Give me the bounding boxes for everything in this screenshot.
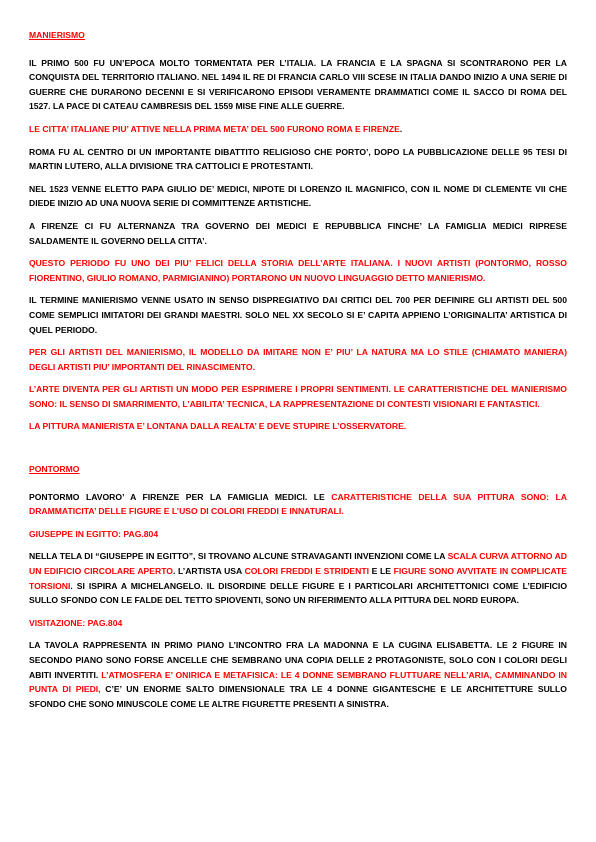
highlight-figures: FIGURE SONO AVVITATE IN COMPLICATE TORSIONI [29,566,567,591]
paragraph-new-artists: QUESTO PERIODO FU UNO DEI PIU’ FELICI DELLA STORIA DELL’ARTE ITALIANA. I NUOVI ARTISTI (PONTORMO, ROSSO FIORENTINO, GIULIO ROMANO, PARMIGIANINO) PORTARONO UN NUOVO LINGUAGGIO DETTO MANIERISMO. [29,258,567,283]
subheading-visitazione: VISITAZIONE: PAG.804 [29,617,123,628]
paragraph-model: PER GLI ARTISTI DEL MANIERISMO, IL MODELLO DA IMITARE NON E’ PIU’ LA NATURA MA LO STILE (CHIAMATO MANIERA) DEGLI ARTISTI PIU’ IMPORTANTI DEL RINASCIMENTO. [29,347,567,372]
section-heading-pontormo: PONTORMO [29,464,80,475]
highlight-atmosphere: L’ATMOSFERA E’ ONIRICA E METAFISICA: LE 4 DONNE SEMBRANO FLUTTUARE NELL’ARIA, CAMMINANDO IN PUNTA DI PIEDI, [29,669,568,695]
highlight-colors: COLORI FREDDI E STRIDENTI [244,566,369,577]
visitazione-text-1: LA TAVOLA RAPPRESENTA IN PRIMO PIANO L’INCONTRO FRA LA MADONNA E LA CUGINA ELISABETTA. LE 2 FIGURE IN SECONDO PIANO SONO FORSE ANCELLE CHE SEMBRANO UNA COPIA DELLE 2 PROTAGONISTE, SOLO CON I COLORI DEGLI ABITI INVERTITI. [29,640,567,680]
pontormo-intro: PONTORMO LAVORO’ A FIRENZE PER LA FAMIGLIA MEDICI. LE [29,491,332,502]
visitazione-text-2: C’E’ UN ENORME SALTO DIMENSIONALE TRA LE 4 DONNE GIGANTESCHE E LE ARCHITETTURE SULLO SFONDO CHE SONO MINUSCOLE COME LE ALTRE FIGURETTE PRESENTI A SINISTRA. [29,684,567,709]
document-body [29,28,567,719]
highlight-pontormo-traits: CARATTERISTICHE DELLA SUA PITTURA SONO: LA DRAMMATICITA’ DELLE FIGURE E L’USO DI COLORI FREDDI E INNATURALI. [29,491,568,517]
highlight-cities: LE CITTA’ ITALIANE PIU’ ATTIVE NELLA PRIMA META’ DEL 500 FURONO ROMA E FIRENZE [29,123,400,134]
paragraph-history: IL PRIMO 500 FU UN’EPOCA MOLTO TORMENTATA PER L’ITALIA. LA FRANCIA E LA SPAGNA SI SCONTRARONO PER LA CONQUISTA DEL TERRITORIO ITALIANO. NEL 1494 IL RE DI FRANCIA CARLO VIII SCESE IN ITALIA DANDO INIZIO A UNA SERIE DI GUERRE CHE DURARONO DECENNI E SI VERIFICARONO EPISODI VERAMENTE DRAMMATICI COME IL SACCO DI ROMA DEL 1527. LA PACE DI CATEAU CAMBRESIS DEL 1559 MISE FINE ALLE GUERRE. [29,57,567,112]
giuseppe-text-3: E LE [369,566,394,577]
paragraph-giuseppe [29,549,567,607]
paragraph-cities [29,122,567,137]
giuseppe-text-1: NELLA TELA DI “GIUSEPPE IN EGITTO”, SI TROVANO ALCUNE STRAVAGANTI INVENZIONI COME LA [29,551,448,562]
paragraph-florence: A FIRENZE CI FU ALTERNANZA TRA GOVERNO DEI MEDICI E REPUBBLICA FINCHE’ LA FAMIGLIA MEDICI RIPRESE SALDAMENTE IL GOVERNO DELLA CITTA’. [29,220,567,246]
paragraph-visitazione [29,638,567,711]
paragraph-rome: ROMA FU AL CENTRO DI UN IMPORTANTE DIBATTITO RELIGIOSO CHE PORTO’, DOPO LA PUBBLICAZIONE DELLE 95 TESI DI MARTIN LUTERO, ALLA DIVISIONE TRA CATTOLICI E PROTESTANTI. [29,146,567,172]
highlight-staircase: SCALA CURVA ATTORNO AD UN EDIFICIO CIRCOLARE APERTO [29,551,567,577]
paragraph-painting: LA PITTURA MANIERISTA E’ LONTANA DALLA REALTA’ E DEVE STUPIRE L’OSSERVATORE. [29,421,407,432]
paragraph-cities-end: . [399,123,403,134]
section-spacer [29,442,567,462]
giuseppe-text-4: . SI ISPIRA A MICHELANGELO. IL DISORDINE DELLE FIGURE E I PARTICOLARI ARCHITETTONICI COME L’EDIFICIO SULLO SFONDO CON LE FALDE DEL TETTO SPIOVENTI, SONO UN RIFERIMENTO ALLA PITTURA DEL NORD EUROPA. [29,580,567,606]
paragraph-pontormo [29,490,567,519]
paragraph-clemente: NEL 1523 VENNE ELETTO PAPA GIULIO DE’ MEDICI, NIPOTE DI LORENZO IL MAGNIFICO, CON IL NOME DI CLEMENTE VII CHE DIEDE INIZIO AD UNA NUOVA SERIE DI COMMITTENZE ARTISTICHE. [29,183,567,209]
section-heading-manierismo: MANIERISMO [29,30,85,40]
subheading-giuseppe: GIUSEPPE IN EGITTO: PAG.804 [29,528,159,539]
giuseppe-text-2: . L’ARTISTA USA [173,566,245,577]
paragraph-characteristics: L’ARTE DIVENTA PER GLI ARTISTI UN MODO PER ESPRIMERE I PROPRI SENTIMENTI. LE CARATTERISTICHE DEL MANIERISMO SONO: IL SENSO DI SMARRIMENTO, L’ABILITA’ TECNICA, LA RAPPRESENTAZIONE DI CONTESTI VISIONARI E FANTASTICI. [29,384,567,409]
paragraph-term: IL TERMINE MANIERISMO VENNE USATO IN SENSO DISPREGIATIVO DAI CRITICI DEL 700 PER DEFINIRE GLI ARTISTI DEL 500 COME SEMPLICI IMITATORI DEI GRANDI MAESTRI. SOLO NEL XX SECOLO SI E’ CAPITA APPIENO L’ORIGINALITA’ ARTISTICA DI QUEL PERIODO. [29,295,567,335]
